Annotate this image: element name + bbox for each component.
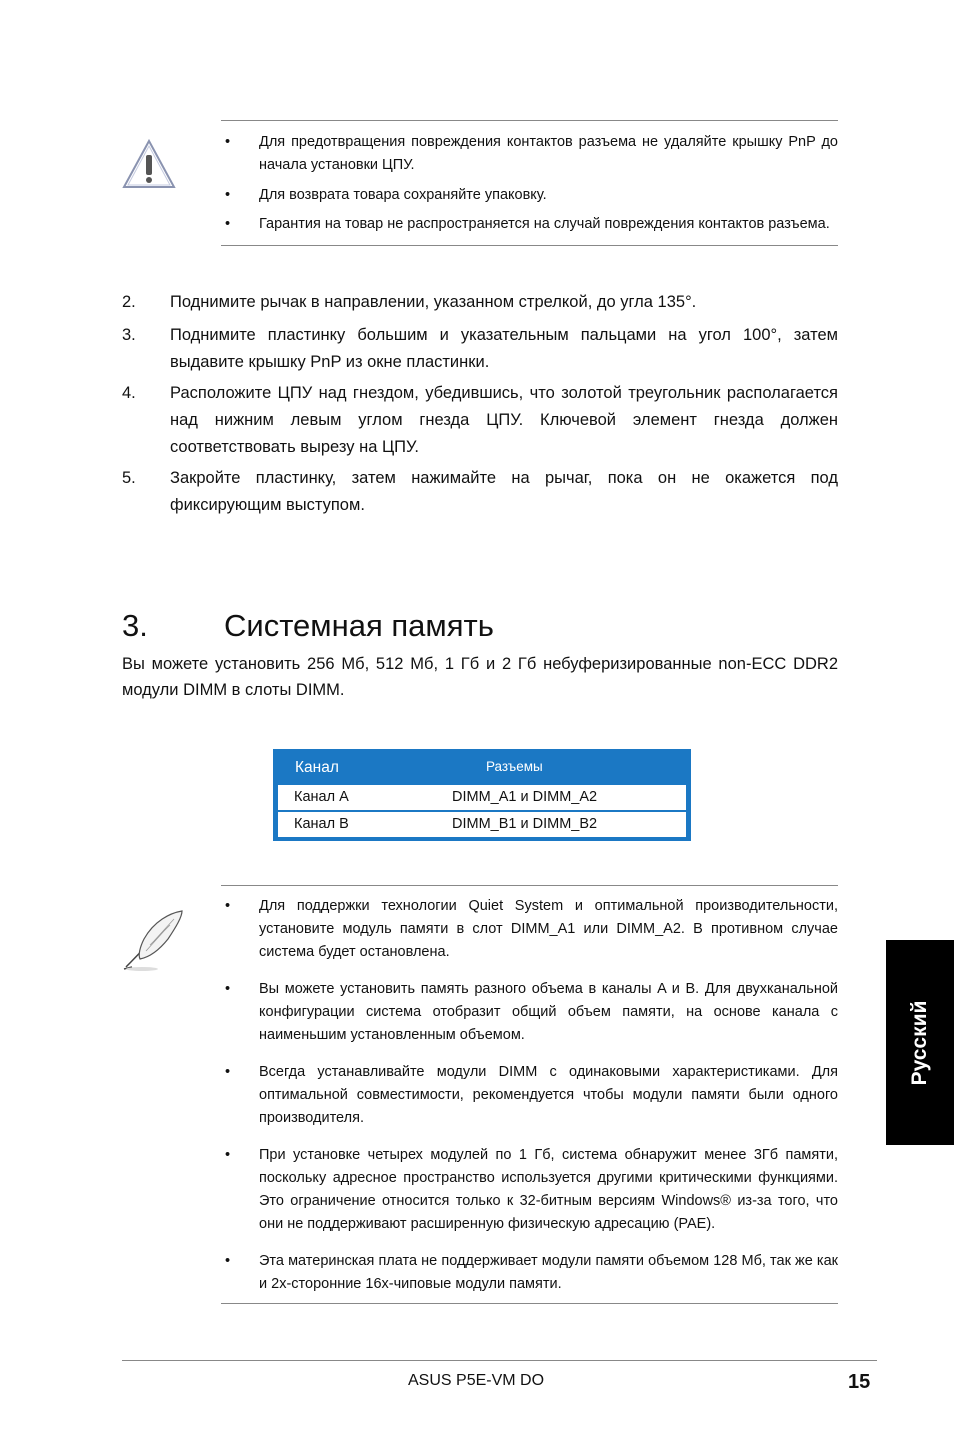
- section-number: 3.: [122, 608, 148, 643]
- divider: [221, 245, 838, 246]
- language-tab-label: Русский: [908, 1000, 931, 1085]
- feather-pen-icon: [120, 905, 190, 973]
- section-title: Системная память: [224, 608, 494, 643]
- page-number: 15: [848, 1371, 871, 1393]
- divider: [221, 885, 838, 886]
- channel-table: [273, 749, 691, 841]
- column-header: Разъемы: [486, 759, 543, 774]
- footer-divider: [122, 1360, 877, 1361]
- table-row: Канал A DIMM_A1 и DIMM_A2: [278, 785, 686, 810]
- column-header: Канал: [295, 759, 339, 776]
- table-header: [273, 749, 691, 784]
- caution-box: • Для предотвращения повреждения контактов разъема не удаляйте крышку PnP до начала установки ЦПУ. • Для возврата товара сохраняйте упаковку. • Гарантия на товар не распространяется на случай повреждения контактов разъема.: [221, 120, 838, 246]
- section-intro: Вы можете установить 256 Мб, 512 Мб, 1 Гб и 2 Гб небуферизированные non-ECC DDR2 модули DIMM в слоты DIMM.: [122, 655, 838, 699]
- footer-model: ASUS P5E-VM DO: [408, 1372, 545, 1389]
- divider: [221, 120, 838, 121]
- warning-triangle-icon: [122, 138, 176, 190]
- notes-box: • Для поддержки технологии Quiet System и оптимальной производительности, установите модуль памяти в слот DIMM_A1 или DIMM_A2. В противном случае система будет остановлена. • Вы можете установить память разного объема в каналы A и B. Для двухканальной конфигурации система отобразит общий объем памяти, на основе канала с наименьшим установленным объемом. • Всегда устанавливайте модули DIMM с одинаковыми характеристиками. Для оптимальной совместимости, рекомендуется чтобы модули памяти были одного производителя. • При установке четырех модулей по 1 Гб, система обнаружит менее 3Гб памяти, поскольку адресное пространство используется другими критическими функциями. Это ограничение относится только к 32-битным версиям Windows® из-за того, что они не поддерживают расширенную физическую адресацию (PAE). • Эта материнская плата не поддерживает модули памяти объемом 128 Мб, так же как и 2х-сторонние 16х-чиповые модули памяти.: [221, 885, 838, 1305]
- table-row: Канал B DIMM_B1 и DIMM_B2: [278, 812, 686, 837]
- divider: [221, 1303, 838, 1304]
- language-tab: [886, 940, 954, 1145]
